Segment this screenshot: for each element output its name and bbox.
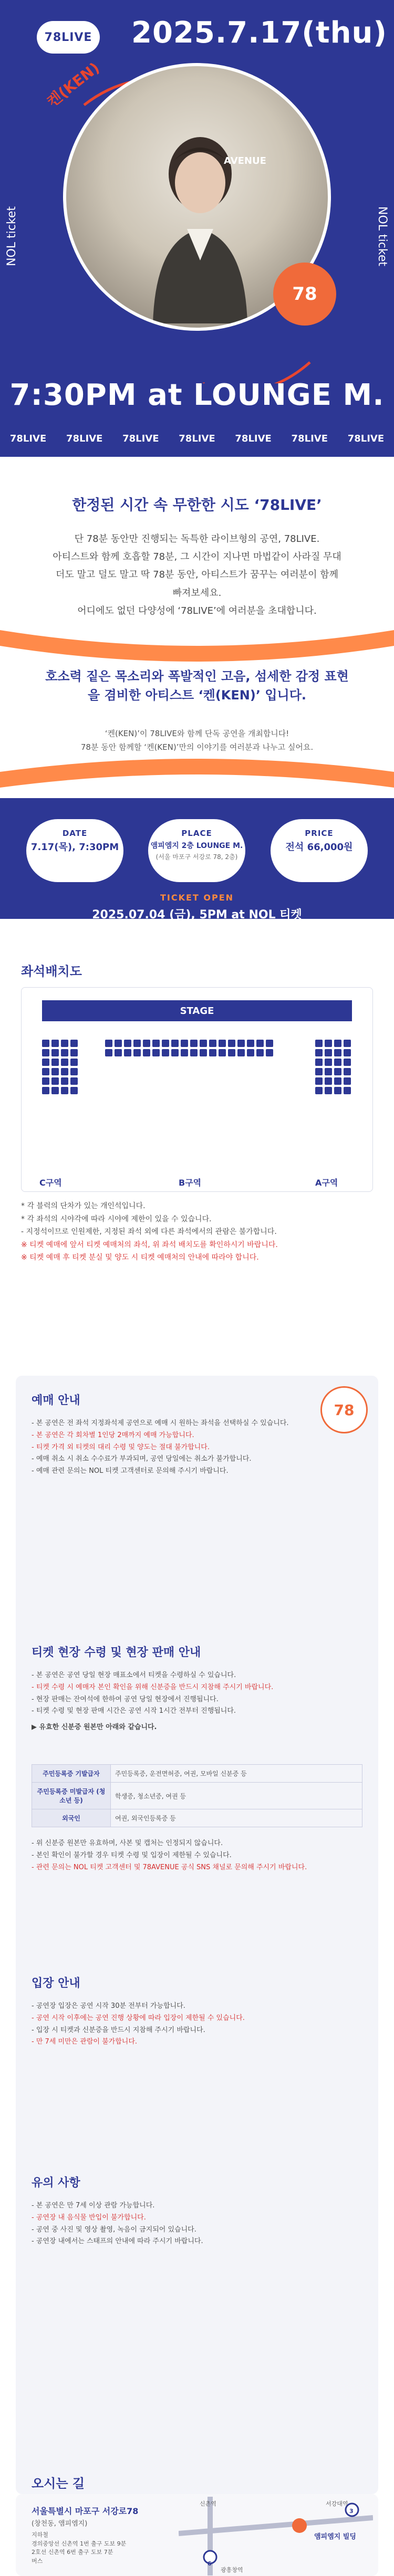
caution-item: - 본 공연은 만 7세 이상 관람 가능합니다. [32,2202,155,2210]
seat[interactable] [344,1040,351,1047]
seat[interactable] [51,1049,59,1056]
seat[interactable] [228,1049,235,1056]
78live-strip [0,420,394,457]
place-pill [148,819,245,882]
zone-label-c: C구역 [39,1178,62,1188]
map-seogang-label: 서강대역 [326,2500,348,2507]
seat[interactable] [124,1049,131,1056]
seat-zone-b [105,1040,273,1056]
seat[interactable] [51,1068,59,1075]
booking-item: - 본 공연은 전 좌석 지정좌석제 공연으로 예매 시 원하는 좌석을 선택하실 수 있습니다. [32,1419,289,1427]
seat[interactable] [344,1068,351,1075]
seat[interactable] [143,1040,150,1047]
seat[interactable] [51,1077,59,1085]
seat[interactable] [325,1040,332,1047]
onsite-title: 티켓 현장 수령 및 현장 판매 안내 [32,1646,201,1659]
seat[interactable] [181,1049,188,1056]
caution-item: - 공연장 내 음식물 반입이 불가합니다. [32,2213,146,2222]
seat-note: * 각 블럭의 단차가 있는 개인석입니다. [21,1202,146,1210]
seat[interactable] [325,1077,332,1085]
seat[interactable] [42,1049,49,1056]
78live-badge: 78LIVE [37,21,100,54]
map-sinchon-label: 신촌역 [200,2500,216,2507]
price-value: 전석 66,000원 [285,842,353,853]
seat[interactable] [42,1068,49,1075]
seat[interactable] [42,1040,49,1047]
onsite-item: - 티켓 수령 및 현장 판매 시간은 공연 시작 1시간 전부터 진행됩니다. [32,1707,236,1715]
seat[interactable] [70,1077,78,1085]
seat-note: * 각 좌석의 시야각에 따라 시야에 제한이 있을 수 있습니다. [21,1214,212,1223]
seat[interactable] [115,1040,122,1047]
seat[interactable] [105,1049,112,1056]
table-row [32,1765,362,1783]
map-exit3: 3 [349,2508,354,2515]
seat[interactable] [200,1040,207,1047]
seat[interactable] [334,1049,341,1056]
table-row [32,1783,362,1809]
onsite-item: - 티켓 수령 시 예매자 본인 확인을 위해 신분증을 반드시 지참해 주시기 바랍니다. [32,1683,274,1691]
map-address-sub: (창천동, 앰피엠지) [32,2520,88,2528]
notice-box [16,1376,378,2494]
seat[interactable] [247,1049,254,1056]
transit-list [32,2531,163,2565]
seat[interactable] [315,1087,323,1094]
zone-label-b: B구역 [179,1178,202,1188]
seat[interactable] [266,1049,273,1056]
seat[interactable] [325,1068,332,1075]
seat[interactable] [209,1049,216,1056]
seat[interactable] [181,1040,188,1047]
strip-item: 78LIVE [235,433,272,444]
map-title: 오시는 길 [32,2476,85,2491]
artist-name-tag: 켄(KEN) [44,59,103,111]
seat[interactable] [42,1059,49,1066]
id-table-head: 외국인 [32,1809,111,1827]
id-table-cell: 학생증, 청소년증, 여권 등 [111,1783,362,1809]
seat[interactable] [61,1040,68,1047]
booking-item: - 예매 관련 문의는 NOL 티켓 고객센터로 문의해 주시기 바랍니다. [32,1467,229,1475]
seat[interactable] [190,1049,198,1056]
strip-item: 78LIVE [122,433,159,444]
seat[interactable] [61,1077,68,1085]
seat[interactable] [51,1040,59,1047]
artist-silhouette [140,124,261,323]
intro-text: 단 78분 동안만 진행되는 독특한 라이브형의 공연, 78LIVE. 아티스트와 함께 호흡할 78분, 그 시간이 지나면 마법같이 사라질 무대 더도 말고 덜도 말고 딱 78분 동안, 아티스트가 꿈꾸는 여러분이 함께 빠져보세요. 어디에도 없던 다양성에 ‘78LIVE’에 여러분을 초대합니다. [53,533,341,616]
seat[interactable] [315,1049,323,1056]
ticket-open-key: TICKET OPEN [160,893,234,903]
seat[interactable] [70,1068,78,1075]
seat[interactable] [124,1040,131,1047]
map-building-label: 앰피엠지 빌딩 [314,2533,356,2541]
seat[interactable] [237,1040,245,1047]
id-title: ▶ 유효한 신분증 원본만 아래와 같습니다. [32,1723,157,1731]
seat[interactable] [143,1049,150,1056]
event-date: 2025.7.17(thu) [131,16,387,50]
seat[interactable] [334,1068,341,1075]
seat[interactable] [237,1049,245,1056]
onsite-after-item: - 위 신분증 원본만 유효하며, 사본 및 캡처는 인정되지 않습니다. [32,1839,223,1847]
seat[interactable] [42,1087,49,1094]
strip-item: 78LIVE [347,433,385,444]
onsite-after-list [32,1838,362,1873]
seat[interactable] [152,1049,160,1056]
entry-item: - 입장 시 티켓과 신분증을 반드시 지참해 주시기 바랍니다. [32,2026,205,2034]
transit-item: 2호선 신촌역 6번 출구 도보 7분 [32,2549,113,2556]
seat[interactable] [70,1040,78,1047]
seat-note: ※ 티켓 예매 후 티켓 분실 및 양도 시 티켓 예매처의 안내에 따라야 합니다. [21,1253,259,1262]
seat[interactable] [334,1059,341,1066]
ticket-open [0,893,394,922]
seat[interactable] [228,1040,235,1047]
map-hall-label: 광흥창역 [221,2567,243,2573]
strip-item: 78LIVE [66,433,103,444]
transit-item: 버스 [32,2557,43,2564]
seat[interactable] [51,1087,59,1094]
seat[interactable] [70,1049,78,1056]
seat[interactable] [315,1059,323,1066]
onsite-list [32,1670,362,1734]
seat[interactable] [325,1087,332,1094]
seat[interactable] [256,1049,264,1056]
price-key: PRICE [305,829,334,838]
seat[interactable] [247,1040,254,1047]
map-exit6: 6 [208,2560,212,2567]
event-time-place: 7:30PM at LOUNGE M. [9,378,385,412]
seat[interactable] [61,1087,68,1094]
seat[interactable] [315,1077,323,1085]
transit-item: 지하철 [32,2531,48,2538]
seat[interactable] [162,1040,169,1047]
seat[interactable] [344,1049,351,1056]
seat[interactable] [152,1040,160,1047]
seat[interactable] [334,1077,341,1085]
entry-item: - 공연장 입장은 공연 시작 30분 전부터 가능합니다. [32,2002,185,2010]
date-value: 7.17(목), 7:30PM [30,842,119,853]
strip-item: 78LIVE [9,433,47,444]
seat[interactable] [190,1040,198,1047]
date-key: DATE [62,829,88,838]
78-circle-tag: 78 [273,263,336,326]
seat-notes [21,1200,373,1264]
artist-subtext: ‘켄(KEN)’이 78LIVE와 함께 단독 공연을 개최합니다! 78분 동안 함께할 ‘켄(KEN)’만의 이야기를 여러분과 나누고 싶어요. [80,729,314,752]
entry-item: - 만 7세 미만은 관람이 불가합니다. [32,2038,138,2046]
booking-list [32,1418,362,1478]
seat[interactable] [344,1087,351,1094]
artist-highlight: 호소력 짙은 목소리와 폭발적인 고음, 섬세한 감정 표현을 겸비한 아티스트 ‘켄(KEN)’ 입니다. [45,669,349,703]
seat[interactable] [133,1040,141,1047]
side-label-left: NOL ticket [5,206,18,266]
id-table-head: 주민등록증 미발급자 (청소년 등) [32,1783,111,1809]
strip-item: 78LIVE [179,433,215,444]
onsite-after-item: - 본인 확인이 불가할 경우 티켓 수령 및 입장이 제한될 수 있습니다. [32,1851,232,1859]
caution-item: - 공연 중 사진 및 영상 촬영, 녹음이 금지되어 있습니다. [32,2225,196,2234]
stage-block: STAGE [42,1000,352,1021]
seat[interactable] [51,1059,59,1066]
ticket-open-value: 2025.07.04 (금), 5PM at NOL 티켓 [92,908,302,922]
seat[interactable] [266,1040,273,1047]
place-sub: (서울 마포구 서강로 78, 2층) [155,853,238,861]
caution-title: 유의 사항 [32,2176,80,2190]
caution-item: - 공연장 내에서는 스태프의 안내에 따라 주시기 바랍니다. [32,2237,203,2246]
avenue-logo: AVENUE [224,155,266,166]
seat[interactable] [133,1049,141,1056]
seat[interactable] [315,1068,323,1075]
table-row [32,1809,362,1827]
entry-list [32,2001,362,2048]
map-address: 서울특별시 마포구 서강로78 [32,2506,139,2516]
seat[interactable] [70,1059,78,1066]
place-value: 앰피엠지 2층 LOUNGE M. [150,842,243,850]
zone-label-a: A구역 [315,1178,338,1188]
78-badge-circle: 78 [320,1386,368,1433]
seat[interactable] [344,1077,351,1085]
intro-title: 한정된 시간 속 무한한 시도 ‘78LIVE’ [72,496,322,514]
date-pill [26,819,123,882]
seat[interactable] [61,1049,68,1056]
entry-title: 입장 안내 [32,1977,80,1990]
seat[interactable] [115,1049,122,1056]
seat[interactable] [315,1040,323,1047]
seat[interactable] [219,1049,226,1056]
strip-item: 78LIVE [291,433,328,444]
id-table [32,1764,362,1827]
seat[interactable] [219,1040,226,1047]
seat[interactable] [61,1059,68,1066]
seat[interactable] [171,1040,179,1047]
place-key: PLACE [181,829,212,838]
price-pill [271,819,368,882]
seat-note: ※ 티켓 예매에 앞서 티켓 예매처의 좌석, 위 좌석 배치도를 확인하시기 바랍니다. [21,1240,278,1249]
seat[interactable] [256,1040,264,1047]
seat-section-title: 좌석배치도 [21,964,82,979]
seat[interactable] [105,1040,112,1047]
seat[interactable] [42,1077,49,1085]
id-table-head: 주민등록증 기발급자 [32,1765,111,1783]
id-table-cell: 주민등록증, 운전면허증, 여권, 모바일 신분증 등 [111,1765,362,1783]
entry-item: - 공연 시작 이후에는 공연 진행 상황에 따라 입장이 제한될 수 있습니다. [32,2014,245,2022]
booking-item: - 예매 취소 시 취소 수수료가 부과되며, 공연 당일에는 취소가 불가합니다. [32,1455,252,1463]
seat[interactable] [334,1087,341,1094]
onsite-item: - 본 공연은 공연 당일 현장 매표소에서 티켓을 수령하실 수 있습니다. [32,1671,236,1679]
id-table-cell: 여권, 외국인등록증 등 [111,1809,362,1827]
onsite-item: - 현장 판매는 잔여석에 한하여 공연 당일 현장에서 진행됩니다. [32,1695,219,1703]
seat-zone-a [315,1040,351,1094]
seat[interactable] [344,1059,351,1066]
seat[interactable] [70,1087,78,1094]
seat[interactable] [325,1049,332,1056]
seat[interactable] [200,1049,207,1056]
seat-note: - 지정석이므로 인원제한, 지정된 좌석 외에 다른 좌석에서의 관람은 불가합니다. [21,1228,277,1236]
booking-title: 예매 안내 [32,1394,80,1407]
caution-list [32,2200,362,2248]
onsite-after-item: - 관련 문의는 NOL 티켓 고객센터 및 78AVENUE 공식 SNS 채널로 문의해 주시기 바랍니다. [32,1863,307,1871]
transit-item: 경의중앙선 신촌역 1번 출구 도보 9분 [32,2540,127,2547]
seat[interactable] [209,1040,216,1047]
seat[interactable] [162,1049,169,1056]
booking-item: - 티켓 가격 외 티켓의 대리 수령 및 양도는 절대 불가합니다. [32,1443,210,1451]
seat[interactable] [325,1059,332,1066]
seat[interactable] [61,1068,68,1075]
seat-zone-c [42,1040,78,1094]
booking-item: - 본 공연은 각 회차별 1인당 2매까지 예매 가능합니다. [32,1431,194,1439]
side-label-right: NOL ticket [376,206,389,266]
seat[interactable] [334,1040,341,1047]
seat[interactable] [171,1049,179,1056]
